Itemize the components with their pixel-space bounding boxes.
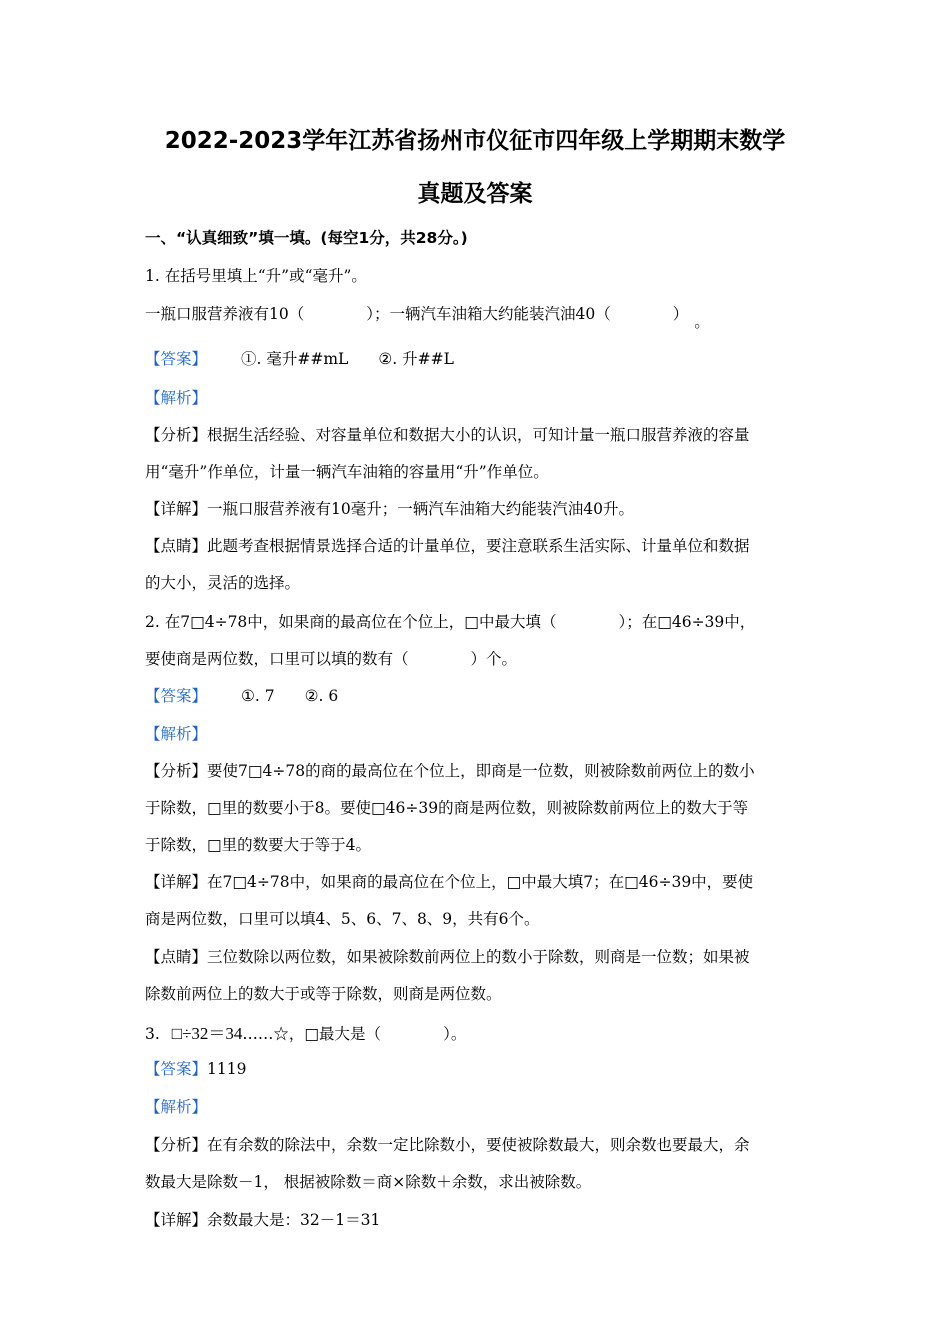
q1-fenxi-line-2: 用“毫升”作单位，计量一辆汽车油箱的容量用“升”作单位。 bbox=[145, 463, 549, 481]
q3-answer bbox=[145, 1057, 246, 1079]
q1-dianjing-line-2: 的大小，灵活的选择。 bbox=[145, 574, 301, 592]
q2-answer bbox=[145, 684, 338, 706]
q2-answer-2: ②. 6 bbox=[304, 687, 339, 705]
q1-fenxi-line-1 bbox=[145, 423, 750, 445]
q1-fenxi-label: 【分析】 bbox=[145, 426, 208, 444]
q1-answer-label: 【答案】 bbox=[145, 350, 208, 368]
q2-answer-label: 【答案】 bbox=[145, 687, 208, 705]
section-1-heading: 一、“认真细致”填一填。(每空1分，共28分。) bbox=[145, 229, 468, 247]
q2-dianjing-line-2: 除数前两位上的数大于或等于除数，则商是两位数。 bbox=[145, 985, 502, 1003]
q1-xiangjie-text: 一瓶口服营养液有10毫升；一辆汽车油箱大约能装汽油40升。 bbox=[207, 500, 634, 518]
q1-fenxi-text-1: 根据生活经验、对容量单位和数据大小的认识，可知计量一瓶口服营养液的容量 bbox=[207, 426, 750, 444]
q1-dianjing-line-1 bbox=[145, 534, 750, 556]
q3-fenxi-line-1 bbox=[145, 1133, 750, 1155]
q2-fenxi-line-2: 于除数，□里的数要小于8。要使□46÷39的商是两位数，则被除数前两位上的数大于等 bbox=[145, 799, 749, 817]
q3-xiangjie-label: 【详解】 bbox=[145, 1211, 208, 1229]
q1-xiangjie-label: 【详解】 bbox=[145, 500, 208, 518]
q1-sentence-part-b: ）；一辆汽车油箱大约能装汽油40（ bbox=[366, 305, 611, 323]
q3-stem bbox=[145, 1019, 466, 1044]
q1-answer bbox=[145, 347, 454, 369]
q3-answer-label: 【答案】 bbox=[145, 1060, 208, 1078]
q2-fenxi-label: 【分析】 bbox=[145, 762, 208, 780]
q2-stem-line-1 bbox=[145, 610, 755, 632]
q1-sentence bbox=[145, 302, 710, 331]
q1-sentence-part-c: ） bbox=[672, 305, 689, 323]
q1-analysis-label: 【解析】 bbox=[145, 389, 208, 407]
q3-fenxi-text-1: 在有余数的除法中，余数一定比除数小，要使被除数最大，则余数也要最大，余 bbox=[207, 1136, 750, 1154]
q3-xiangjie bbox=[145, 1208, 380, 1230]
q1-answer-1: ①. 毫升##mL bbox=[241, 350, 349, 368]
q1-sentence-part-a: 一瓶口服营养液有10（ bbox=[145, 305, 305, 323]
q1-answer-2: ②. 升##L bbox=[378, 350, 454, 368]
q1-stem: 1. 在括号里填上“升”或“毫升”。 bbox=[145, 267, 367, 285]
q3-number: 3. bbox=[145, 1025, 160, 1043]
q2-stem-part-1a: 2. 在7□4÷78中，如果商的最高位在个位上，□中最大填（ bbox=[145, 613, 557, 631]
q1-dianjing-label: 【点睛】 bbox=[145, 537, 208, 555]
document-title-line-1: 2022-2023学年江苏省扬州市仪征市四年级上学期期末数学 bbox=[164, 128, 786, 154]
q2-xiangjie-line-1 bbox=[145, 870, 753, 892]
q2-xiangjie-text-1: 在7□4÷78中，如果商的最高位在个位上，□中最大填7；在□46÷39中，要使 bbox=[207, 873, 754, 891]
q2-fenxi-text-1: 要使7□4÷78的商的最高位在个位上，即商是一位数，则被除数前两位上的数小 bbox=[207, 762, 755, 780]
document-title-line-2: 真题及答案 bbox=[417, 181, 533, 207]
q2-xiangjie-line-2: 商是两位数，口里可以填4、5、6、7、8、9，共有6个。 bbox=[145, 910, 540, 928]
q2-stem-part-2b: ）个。 bbox=[470, 650, 518, 668]
q2-dianjing-label: 【点睛】 bbox=[145, 948, 208, 966]
q2-fenxi-line-3: 于除数，□里的数要大于等于4。 bbox=[145, 836, 372, 854]
q1-xiangjie bbox=[145, 497, 634, 519]
q1-dianjing-text-1: 此题考查根据情景选择合适的计量单位，要注意联系生活实际、计量单位和数据 bbox=[207, 537, 750, 555]
q3-fenxi-label: 【分析】 bbox=[145, 1136, 208, 1154]
q2-stem-part-1b: ）；在□46÷39中， bbox=[618, 613, 756, 631]
q3-xiangjie-text: 余数最大是：32－1＝31 bbox=[207, 1211, 381, 1229]
q2-stem-part-2a: 要使商是两位数，口里可以填的数有（ bbox=[145, 650, 409, 668]
q2-fenxi-line-1 bbox=[145, 759, 755, 781]
q3-answer-value: 1119 bbox=[207, 1060, 247, 1078]
q2-xiangjie-label: 【详解】 bbox=[145, 873, 208, 891]
q2-stem-line-2 bbox=[145, 647, 517, 669]
q3-stem-end: ）。 bbox=[443, 1025, 467, 1043]
q3-stem-rest: ……☆，□最大是（ bbox=[242, 1025, 382, 1043]
q3-fenxi-line-2: 数最大是除数－1， 根据被除数＝商×除数＋余数，求出被除数。 bbox=[145, 1173, 592, 1191]
q1-sentence-period: 。 bbox=[694, 313, 710, 331]
q2-answer-1: ①. 7 bbox=[241, 687, 275, 705]
q2-dianjing-line-1 bbox=[145, 945, 750, 967]
q3-formula: □÷32＝34 bbox=[171, 1024, 243, 1043]
q2-dianjing-text-1: 三位数除以两位数，如果被除数前两位上的数小于除数，则商是一位数；如果被 bbox=[207, 948, 750, 966]
q2-analysis-label: 【解析】 bbox=[145, 725, 208, 743]
q3-analysis-label: 【解析】 bbox=[145, 1098, 208, 1116]
